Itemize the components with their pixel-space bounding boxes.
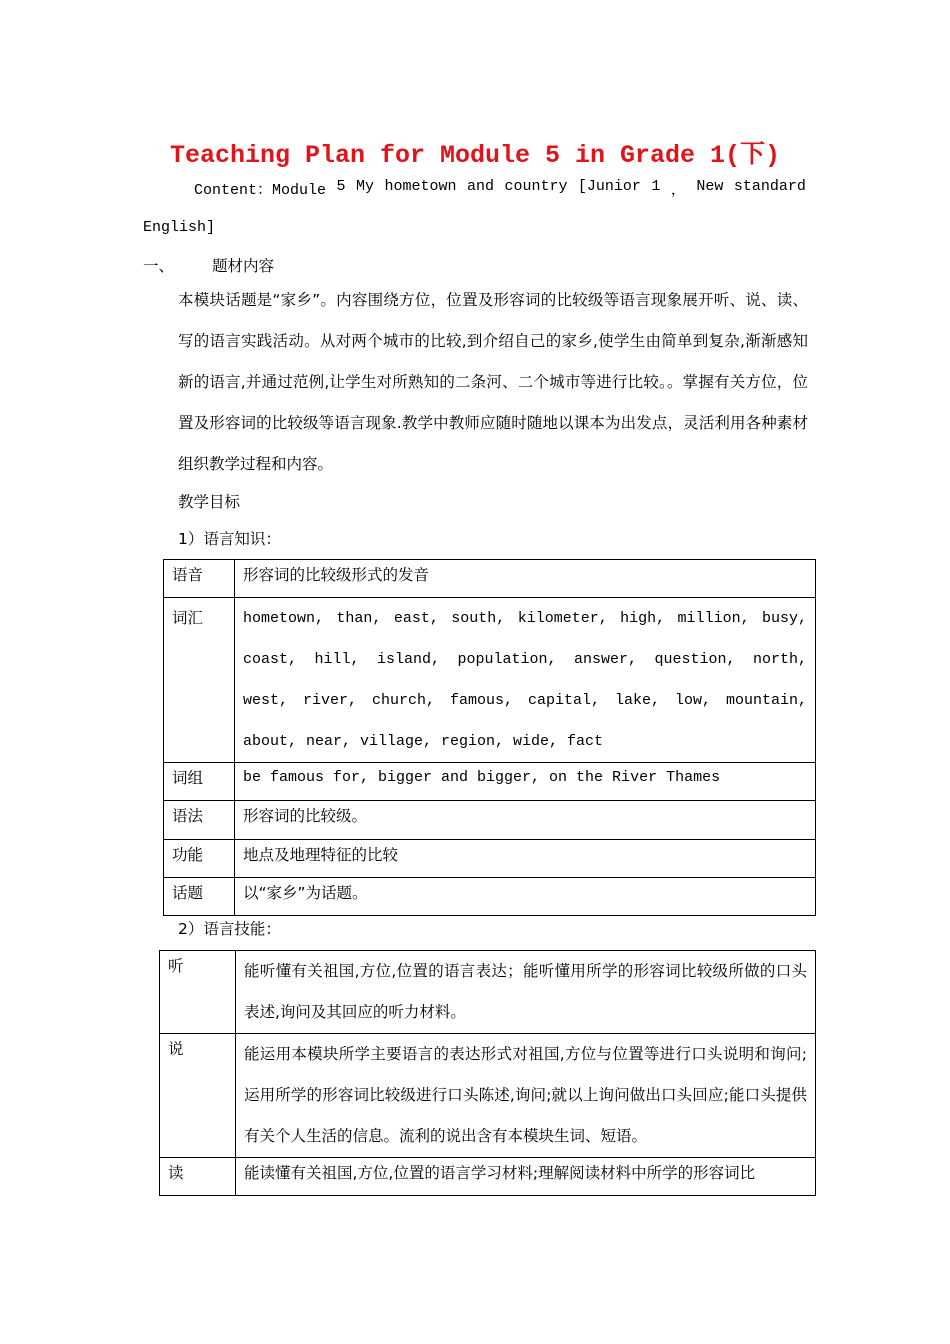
content-line [194, 178, 806, 199]
table-row [160, 1034, 816, 1158]
row-label: 语音 [164, 560, 235, 598]
row-value: be famous for, bigger and bigger, on the River Thames [235, 763, 816, 801]
row-value: 地点及地理特征的比较 [235, 840, 816, 878]
row-value: 能读懂有关祖国,方位,位置的语言学习材料;理解阅读材料中所学的形容词比 [236, 1158, 816, 1196]
table-row [160, 1158, 816, 1196]
content-word: standard [733, 178, 806, 195]
table-row [164, 560, 816, 598]
content-word: ， [670, 182, 686, 199]
goals-heading: 教学目标 [178, 493, 241, 511]
row-value: 形容词的比较级。 [235, 801, 816, 840]
row-value: 以“家乡”为话题。 [235, 878, 816, 916]
row-value: 能运用本模块所学主要语言的表达形式对祖国,方位与位置等进行口头说明和询问;运用所学的形容词比较级进行口头陈述,询问;就以上询问做出口头回应;能口头提供有关个人生活的信息。流利的说出含有本模块生词、短语。 [236, 1034, 816, 1158]
content-word: 1 [651, 178, 661, 195]
skills-table [159, 950, 816, 1196]
row-label: 语法 [164, 801, 235, 840]
row-label: 话题 [164, 878, 235, 916]
table-row [164, 763, 816, 801]
content-word: 5 [336, 178, 346, 195]
row-label: 功能 [164, 840, 235, 878]
content-word: New [696, 178, 724, 195]
row-label: 听 [160, 951, 236, 1034]
table-row [164, 878, 816, 916]
content-word: and [466, 178, 494, 195]
content-word: Content：Module [194, 182, 327, 199]
table-row [160, 951, 816, 1034]
knowledge-table [163, 559, 816, 916]
row-value: hometown, than, east, south, kilometer, high, million, busy, coast, hill, island, population, answer, question, north, west, river, church, famous, capital, lake, low, mountain, about, near, village, region, wide, fact [235, 598, 816, 763]
row-label: 词组 [164, 763, 235, 801]
content-line-continued: English] [143, 219, 216, 236]
page-title: Teaching Plan for Module 5 in Grade 1(下) [169, 141, 781, 170]
content-word: My [355, 178, 374, 195]
section-number: 一、 [143, 257, 175, 275]
table-row [164, 840, 816, 878]
row-label: 读 [160, 1158, 236, 1196]
content-word: [Junior [577, 178, 641, 195]
row-label: 说 [160, 1034, 236, 1158]
row-label: 词汇 [164, 598, 235, 763]
skills-heading: 2）语言技能： [178, 920, 281, 938]
table-row [164, 598, 816, 763]
content-word: country [504, 178, 568, 195]
intro-paragraph: 本模块话题是“家乡”。内容围绕方位，位置及形容词的比较级等语言现象展开听、说、读、写的语言实践活动。从对两个城市的比较,到介绍自己的家乡,使学生由简单到复杂,渐渐感知新的语言,并通过范例,让学生对所熟知的二条河、二个城市等进行比较。。掌握有关方位，位置及形容词的比较级等语言现象.教学中教师应随时随地以课本为出发点，灵活利用各种素材组织教学过程和内容。 [178, 291, 808, 473]
content-word: hometown [384, 178, 457, 195]
section-heading: 题材内容 [212, 257, 275, 275]
knowledge-heading: 1）语言知识： [178, 530, 281, 548]
row-value: 能听懂有关祖国,方位,位置的语言表达；能听懂用所学的形容词比较级所做的口头表述,询问及其回应的听力材料。 [236, 951, 816, 1034]
row-value: 形容词的比较级形式的发音 [235, 560, 816, 598]
table-row [164, 801, 816, 840]
